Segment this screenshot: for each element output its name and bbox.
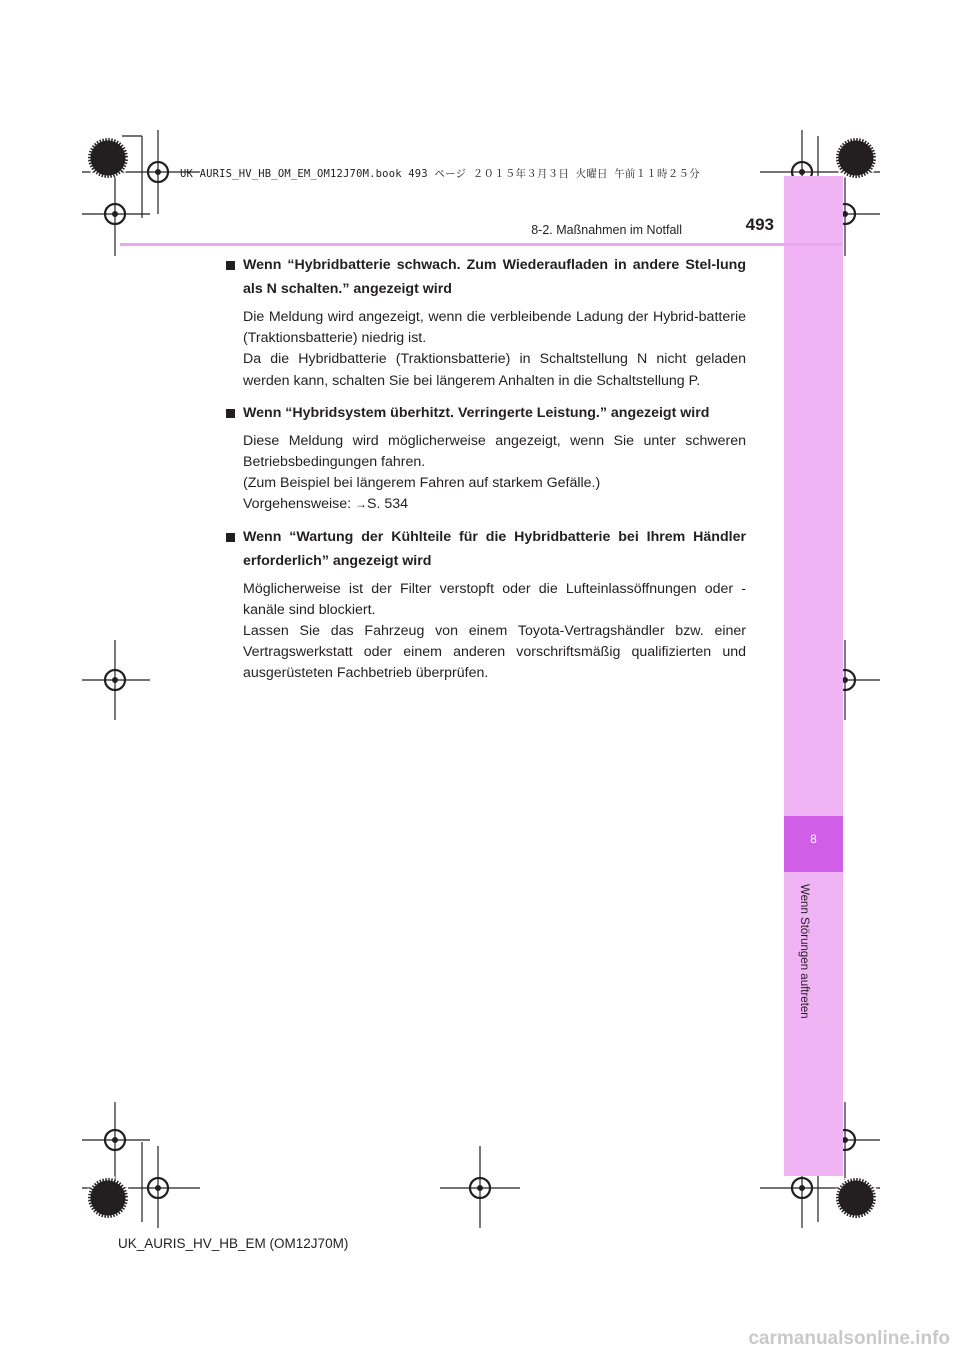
procedure-page-link[interactable]: S. 534	[367, 496, 409, 513]
entry-hybrid-system-overheated	[226, 401, 746, 516]
entry-title	[226, 253, 746, 301]
square-bullet-icon	[226, 533, 235, 542]
entry-paragraph: Diese Meldung wird möglicherweise angezeigt, wenn Sie unter schweren Betriebsbedingungen fahren.	[243, 432, 746, 471]
entry-paragraph: Lassen Sie das Fahrzeug von einem Toyota-Vertragshändler bzw. einer Vertragswerkstatt oder einem anderen vorschriftsmäßig qualifizierten und ausgerüsteten Fachbetrieb überprüfen.	[243, 623, 746, 682]
page-number: 493	[745, 215, 774, 234]
page-content	[226, 253, 746, 694]
entry-title-text: Wenn “Wartung der Kühlteile für die Hybridbatterie bei Ihrem Händler erforderlich” angezeigt wird	[243, 528, 746, 569]
watermark: carmanualsonline.info	[748, 1328, 950, 1349]
entry-cooling-maintenance	[226, 525, 746, 685]
entry-paragraph: Die Meldung wird angezeigt, wenn die verbleibende Ladung der Hybrid-batterie (Traktionsbatterie) niedrig ist.	[243, 309, 746, 347]
procedure-reference	[243, 494, 746, 515]
square-bullet-icon	[226, 261, 235, 270]
entry-body	[226, 431, 746, 516]
book-info-line: UK AURIS_HV_HB_OM_EM_OM12J70M.book 493 ページ ２０１５年３月３日 火曜日 午前１１時２５分	[180, 168, 700, 180]
document-id: UK_AURIS_HV_HB_EM (OM12J70M)	[118, 1236, 349, 1251]
entry-hybrid-battery-low	[226, 253, 746, 392]
arrow-right-icon: →	[355, 497, 368, 512]
chapter-number: 8	[810, 832, 817, 846]
square-bullet-icon	[226, 409, 235, 418]
section-title: 8-2. Maßnahmen im Notfall	[531, 223, 682, 237]
entry-body	[226, 307, 746, 392]
entry-paragraph: Möglicherweise ist der Filter verstopft oder die Lufteinlassöffnungen oder -kanäle sind blockiert.	[243, 580, 746, 618]
entry-title-text: Wenn “Hybridsystem überhitzt. Verringerte Leistung.” angezeigt wird	[243, 404, 710, 421]
entry-title	[226, 401, 746, 425]
entry-body	[226, 579, 746, 685]
entry-title	[226, 525, 746, 573]
header-rule	[120, 243, 843, 246]
entry-paragraph: (Zum Beispiel bei längerem Fahren auf starkem Gefälle.)	[243, 475, 601, 492]
chapter-title: Wenn Störungen auftreten	[798, 884, 810, 1019]
entry-paragraph: Da die Hybridbatterie (Traktionsbatterie) in Schaltstellung N nicht geladen werden kann, schalten Sie bei längerem Anhalten in die Schaltstellung P.	[243, 351, 746, 389]
procedure-label: Vorgehensweise:	[243, 496, 352, 513]
entry-title-text: Wenn “Hybridbatterie schwach. Zum Wiederaufladen in andere Stel-lung als N schalten.” angezeigt wird	[243, 257, 746, 297]
